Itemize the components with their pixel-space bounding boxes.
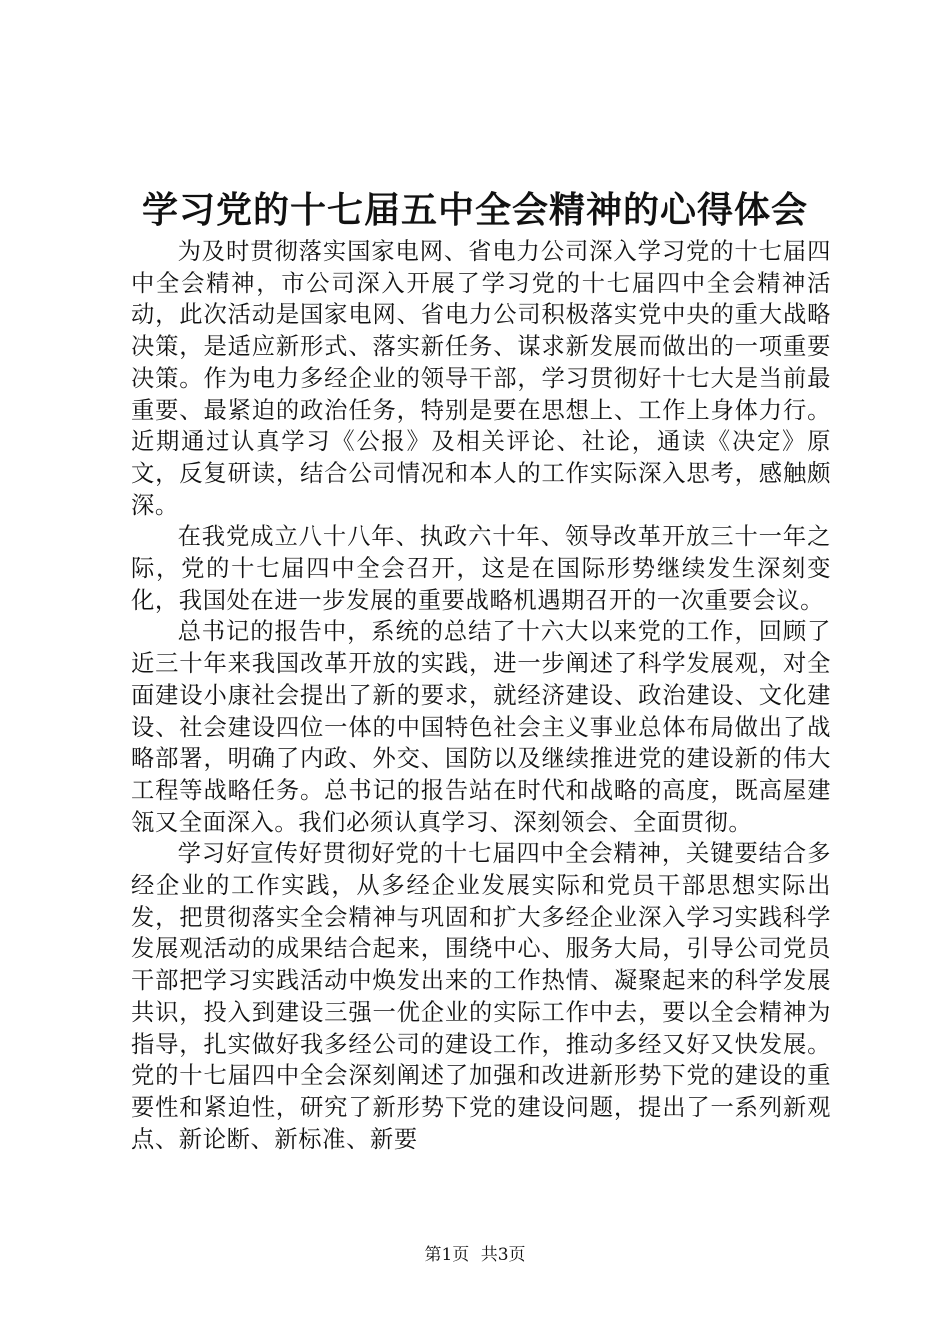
page-footer	[0, 1243, 950, 1267]
paragraph: 学习好宣传好贯彻好党的十七届四中全会精神，关键要结合多经企业的工作实践，从多经企业发展实际和党员干部思想实际出发，把贯彻落实全会精神与巩固和扩大多经企业深入学习实践科学发展观活动的成果结合起来，围绕中心、服务大局，引导公司党员干部把学习实践活动中焕发出来的工作热情、凝聚起来的科学发展共识，投入到建设三强一优企业的实际工作中去，要以全会精神为指导，扎实做好我多经公司的建设工作，推动多经又好又快发展。党的十七届四中全会深刻阐述了加强和改进新形势下党的建设的重要性和紧迫性，研究了新形势下党的建设问题，提出了一系列新观点、新论断、新标准、新要	[131, 840, 831, 1153]
page-number: 第1页	[424, 1245, 470, 1265]
page-total: 共3页	[480, 1245, 526, 1265]
paragraph: 为及时贯彻落实国家电网、省电力公司深入学习党的十七届四中全会精神，市公司深入开展了学习党的十七届四中全会精神活动，此次活动是国家电网、省电力公司积极落实党中央的重大战略决策，是适应新形式、落实新任务、谋求新发展而做出的一项重要决策。作为电力多经企业的领导干部，学习贯彻好十七大是当前最重要、最紧迫的政治任务，特别是要在思想上、工作上身体力行。近期通过认真学习《公报》及相关评论、社论，通读《决定》原文，反复研读，结合公司情况和本人的工作实际深入思考，感触颇深。	[131, 238, 831, 519]
paragraph: 在我党成立八十八年、执政六十年、领导改革开放三十一年之际，党的十七届四中全会召开，这是在国际形势继续发生深刻变化，我国处在进一步发展的重要战略机遇期召开的一次重要会议。	[131, 523, 831, 614]
document-body	[131, 236, 831, 1155]
document-title: 学习党的十七届五中全会精神的心得体会	[141, 189, 808, 231]
paragraph: 总书记的报告中，系统的总结了十六大以来党的工作，回顾了近三十年来我国改革开放的实践，进一步阐述了科学发展观，对全面建设小康社会提出了新的要求，就经济建设、政治建设、文化建设、社会建设四位一体的中国特色社会主义事业总体布局做出了战略部署，明确了内政、外交、国防以及继续推进党的建设新的伟大工程等战略任务。总书记的报告站在时代和战略的高度，既高屋建瓴又全面深入。我们必须认真学习、深刻领会、全面贯彻。	[131, 618, 831, 836]
